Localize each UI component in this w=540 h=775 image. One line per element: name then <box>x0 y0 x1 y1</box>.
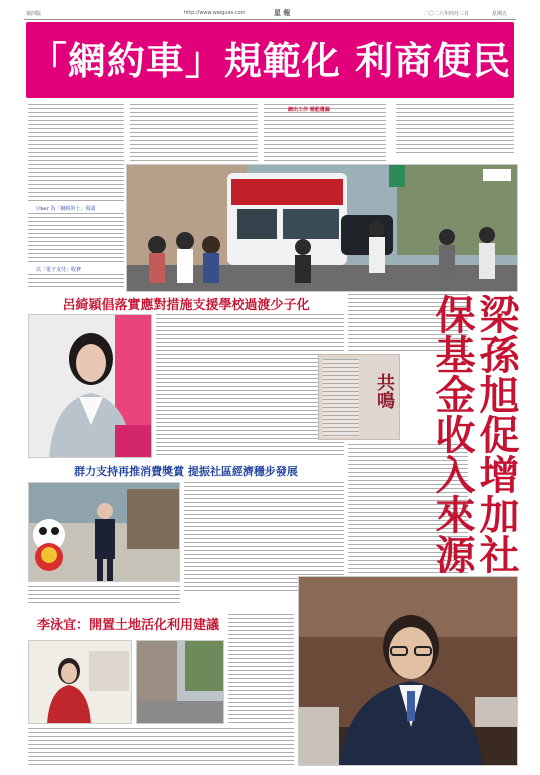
story-1-title: 呂綺穎倡落實應對措施支援學校過渡少子化 <box>62 298 310 313</box>
street-bus-photo <box>126 164 518 292</box>
weekday: 星期五 <box>492 11 508 17</box>
vacant-land-photo <box>136 640 224 724</box>
article-text-column <box>28 213 124 263</box>
site-url: http://www.waiguas.com <box>184 10 246 16</box>
photo-tag-uber: Uber 為「網約的士」領頭 <box>36 206 96 212</box>
article-text-column <box>396 104 514 156</box>
legislator-leong-photo <box>298 576 518 766</box>
story-3-text <box>228 614 294 724</box>
assembly-portrait-illustration <box>299 577 518 766</box>
masthead: 星 報 <box>274 9 291 17</box>
streetscape-illustration <box>137 641 224 724</box>
stamp-text <box>323 359 359 437</box>
article-text-column <box>264 104 386 164</box>
story-2-text-continued <box>28 586 180 606</box>
article-text-column <box>28 104 124 202</box>
portrait-illustration <box>29 315 152 458</box>
issue-date: 二〇二六年四月三日 <box>424 11 470 17</box>
street-figure-illustration <box>29 483 180 582</box>
story-1-text <box>156 314 344 458</box>
story-2-title: 群力支持再推消費獎賞 提振社區經濟穩步發展 <box>74 465 298 478</box>
column-stamp-title: 共鳴 <box>374 373 395 409</box>
legislator-street-photo <box>28 482 180 582</box>
main-headline-bar <box>26 22 514 98</box>
article-text-column <box>130 104 258 166</box>
story-3-title: 李泳宜：開置土地活化利用建議 <box>36 618 219 633</box>
portrait-illustration <box>29 641 132 724</box>
column-stamp-box <box>318 354 400 440</box>
legislator-lei-photo <box>28 640 132 724</box>
photo-tag-payment: 以「電子支付」收費 <box>36 267 82 273</box>
top-info-bar <box>24 8 516 20</box>
legislator-lui-photo <box>28 314 152 458</box>
main-headline: 「網約車」規範化 利商便民 <box>28 38 512 83</box>
street-scene-illustration <box>127 165 518 292</box>
sidebar-heading: 網出工作 補能遺漏 <box>288 107 330 113</box>
story-3-text-continued <box>28 728 294 766</box>
article-text-column <box>28 274 124 288</box>
page-number: 第四版 <box>26 11 42 17</box>
vertical-headline: 梁孫旭促增加社保基金收入來源 <box>429 294 520 574</box>
